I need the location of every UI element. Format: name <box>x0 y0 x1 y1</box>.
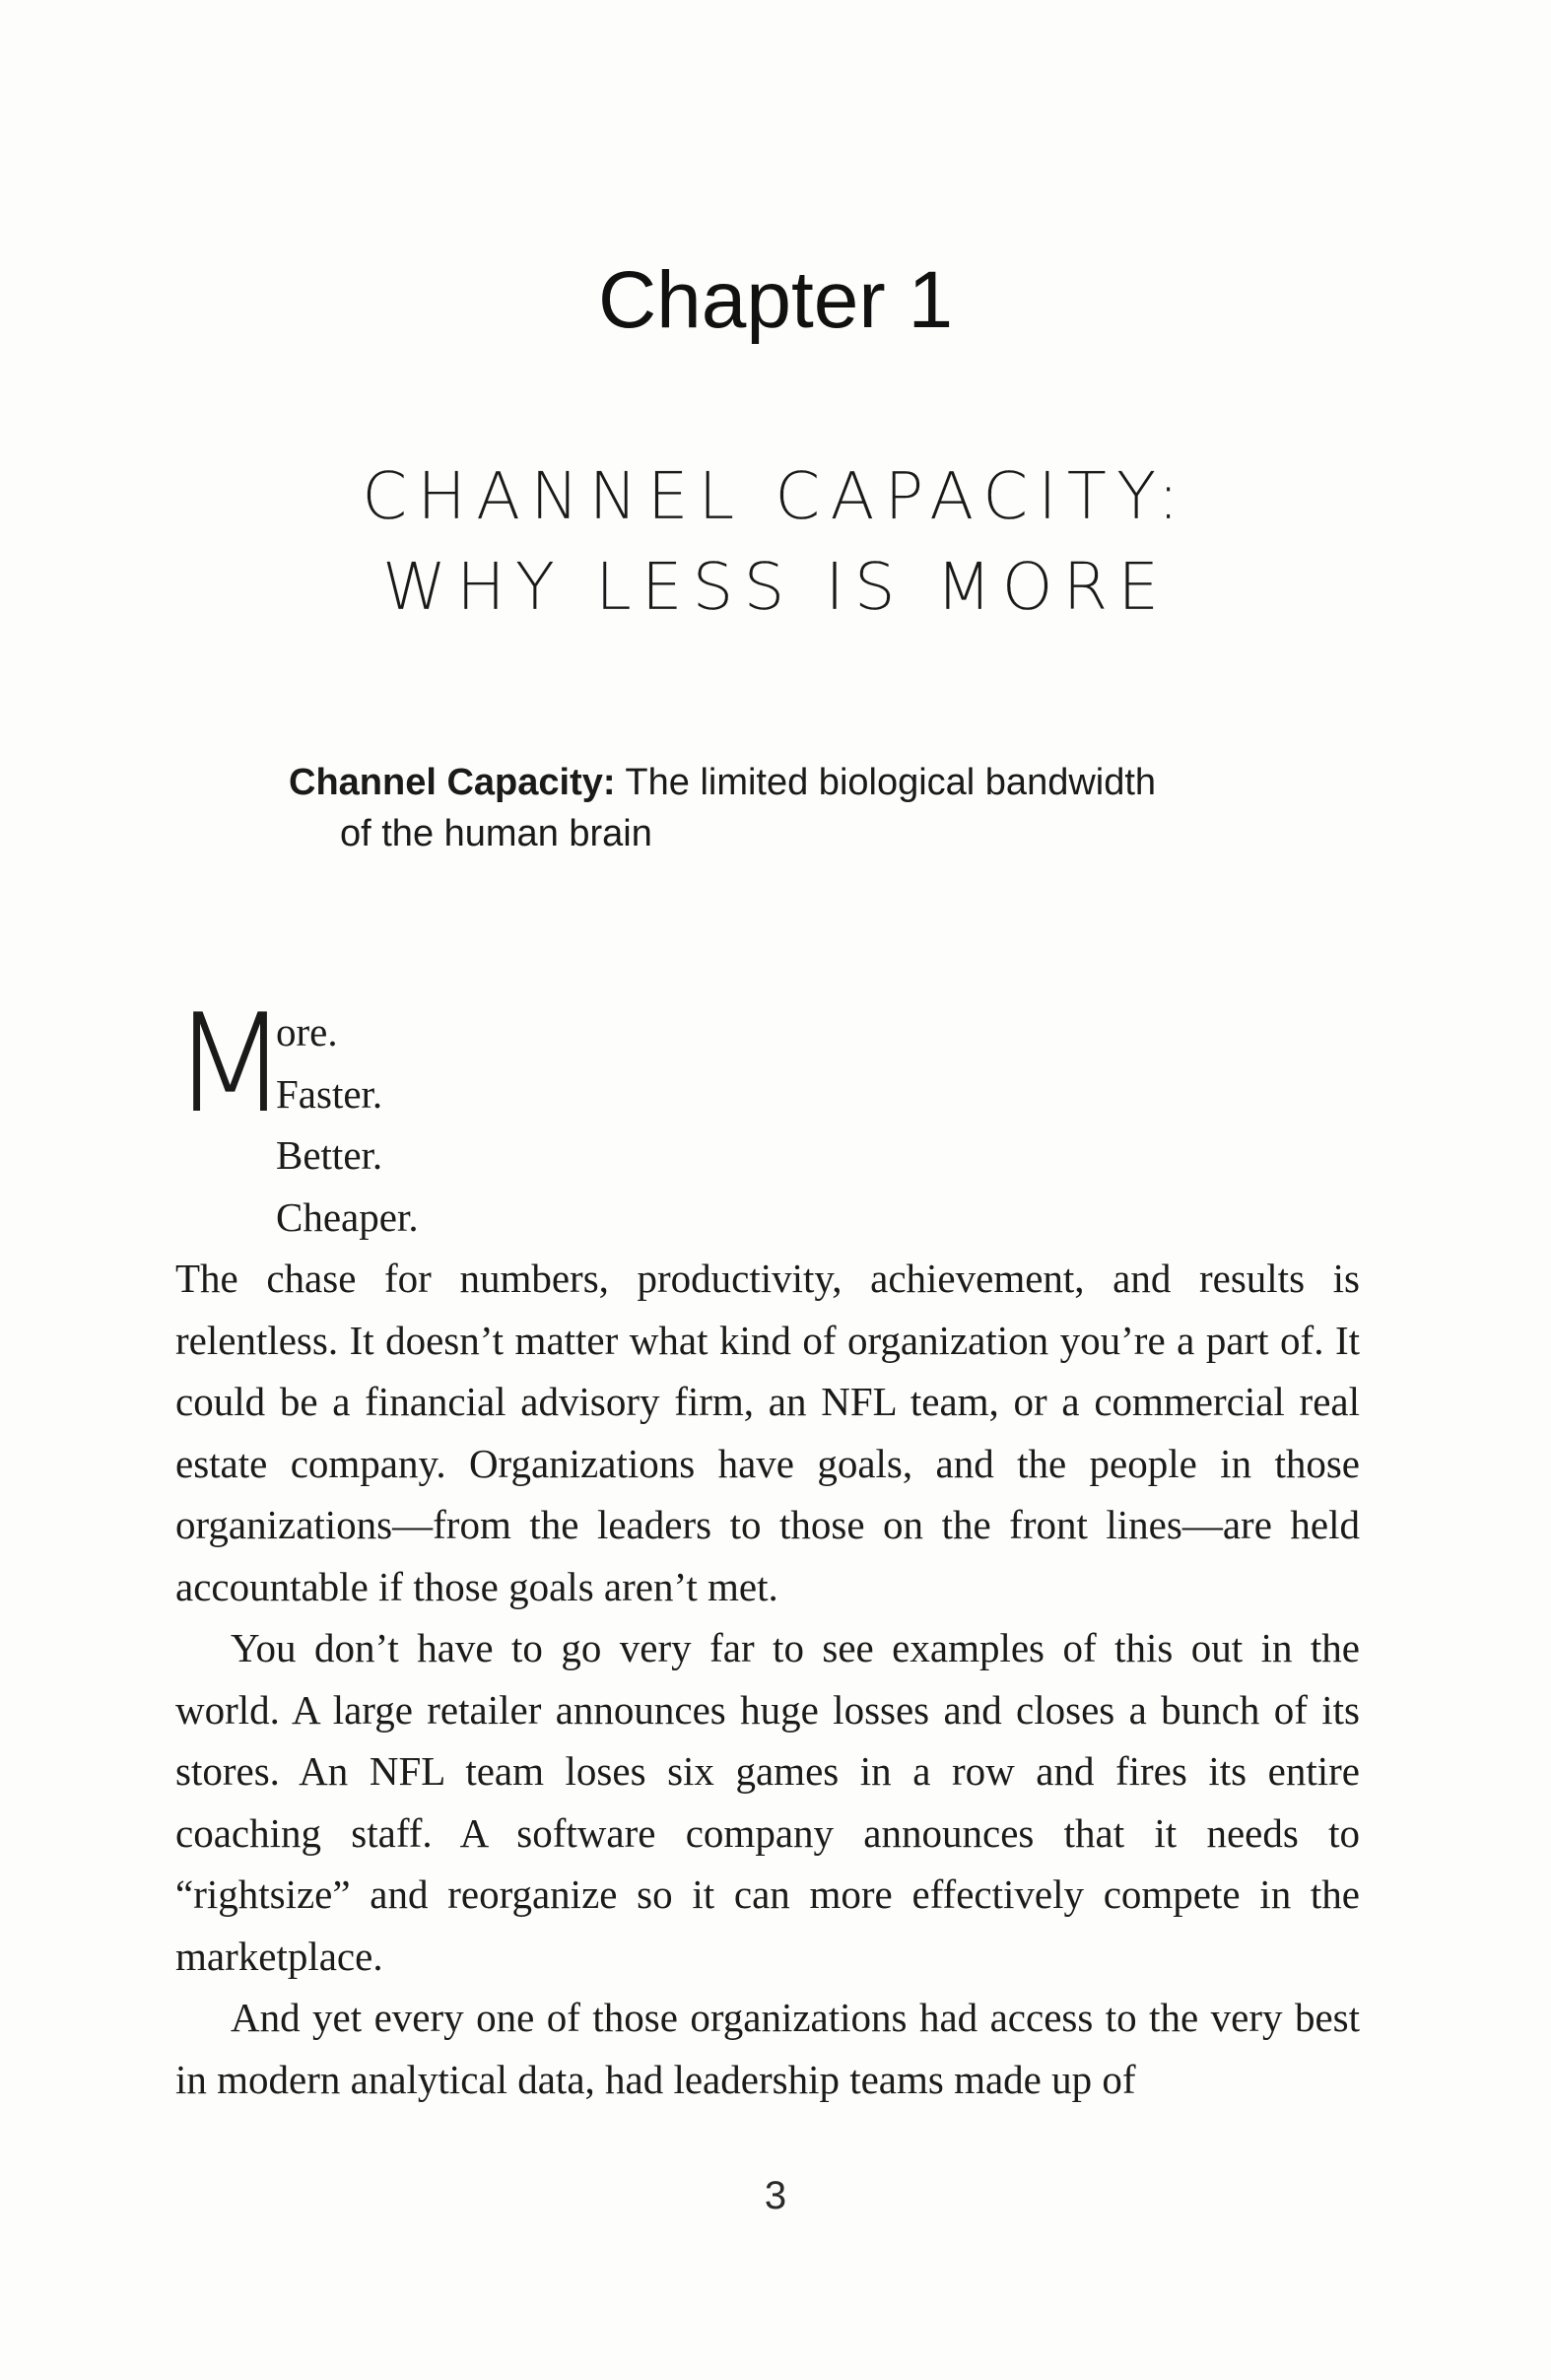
definition-term: Channel Capacity: <box>289 762 616 803</box>
opening-line-1: ore. <box>276 1009 338 1054</box>
chapter-label: Chapter 1 <box>597 255 954 345</box>
page-number: 3 <box>764 2174 787 2217</box>
paragraph-1: The chase for numbers, productivity, achievement, and results is relentless. It doesn’t matter what kind of organization you’re a part of. It could be a financial advisory firm, an NFL team, or a commercial real estate company. Organizations have goals, and the people in those organizations—from the leaders to those on the front lines—are held accountable if those goals aren’t met. <box>175 1256 1360 1609</box>
chapter-title <box>0 451 1551 633</box>
opening-line-4: Cheaper. <box>276 1193 419 1240</box>
opening-line-2: Faster. <box>276 1070 383 1117</box>
body-text <box>171 985 1360 2110</box>
definition-text-line-1: The limited biological bandwidth <box>615 762 1157 803</box>
definition-text-line-2: of the human brain <box>340 813 652 854</box>
drop-cap: M <box>171 985 290 1143</box>
paragraph-2: You don’t have to go very far to see examples of this out in the world. A large retailer announces huge losses and closes a bunch of its stores. An NFL team loses six games in a row and fires its entire coaching staff. A software company announces that it needs to “rightsize” and reorganize so it can more effectively compete in the marketplace. <box>175 1625 1360 1979</box>
chapter-title-line-1: CHANNEL CAPACITY: <box>362 458 1189 534</box>
chapter-title-line-2: WHY LESS IS MORE <box>381 549 1170 625</box>
paragraph-3: And yet every one of those organizations had access to the very best in modern analytical data, had leadership teams made up of <box>175 1995 1360 2102</box>
definition-block <box>289 757 1314 859</box>
opening-line-3: Better. <box>276 1132 383 1178</box>
